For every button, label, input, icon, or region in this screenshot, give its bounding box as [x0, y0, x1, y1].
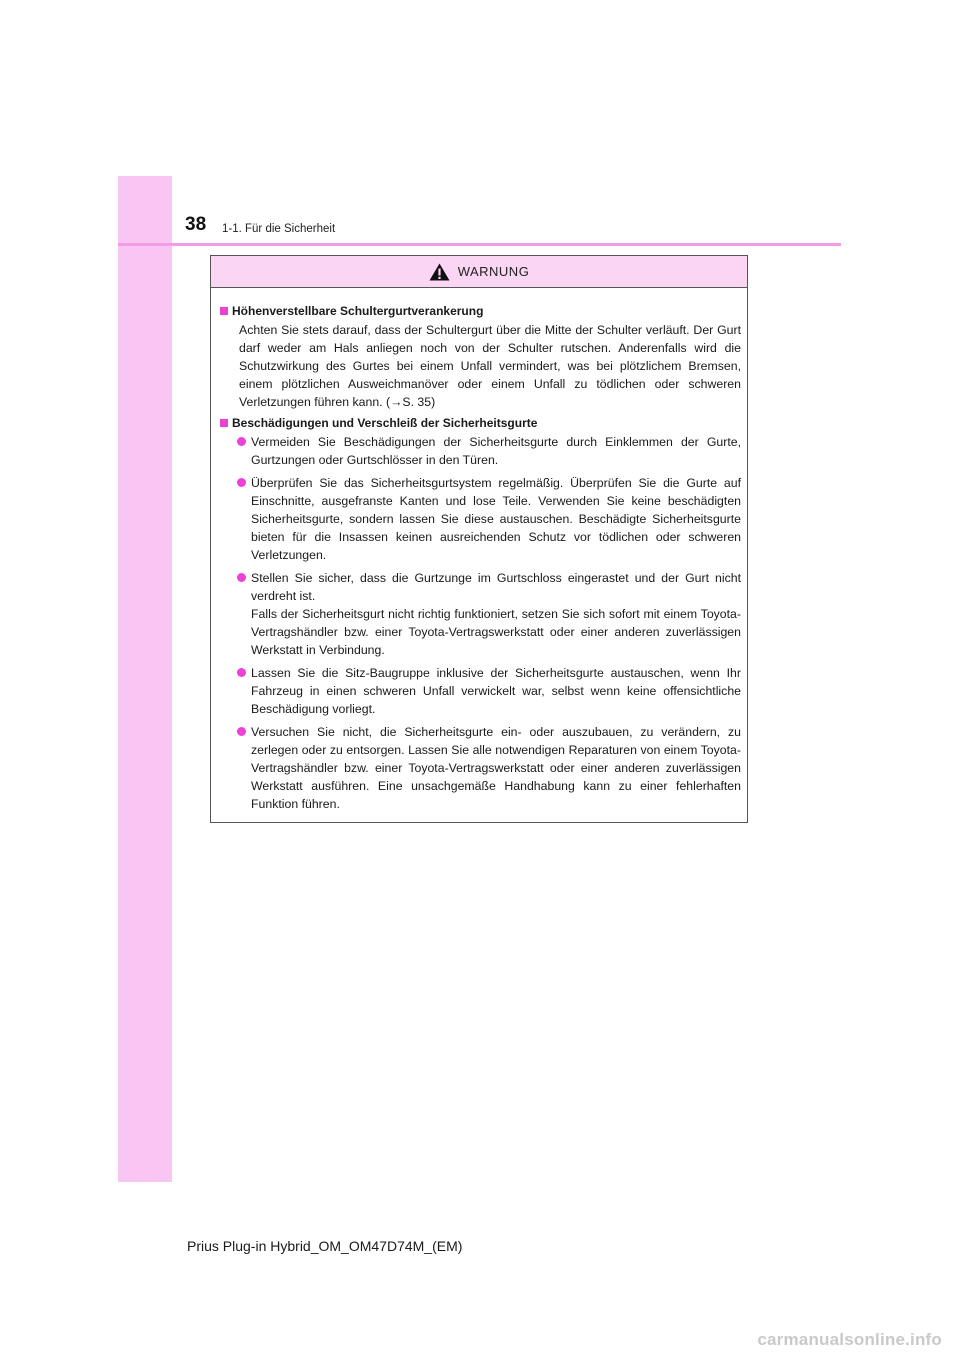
section-heading-text: Beschädigungen und Verschleiß der Sicherheitsgurte [232, 416, 538, 430]
section-paragraph: Achten Sie stets darauf, dass der Schultergurt über die Mitte der Schulter verläuft. Der Gurt darf weder am Hals anliegen noch von der Schulter rutschen. Anderenfalls wird die Schutzwirkung des Gurtes bei einem Unfall vermindert, was bei plötzlichem Bremsen, einem plötzlichen Ausweichmanöver oder einem Unfall zu tödlichen oder schweren Verletzungen führen kann. (→S. 35) [239, 323, 741, 409]
round-bullet-icon [237, 573, 246, 582]
round-bullet-icon [237, 478, 246, 487]
warning-body [211, 288, 747, 813]
list-item [220, 474, 741, 564]
section-heading [220, 302, 741, 320]
bullet-list [220, 433, 741, 813]
list-item [220, 433, 741, 469]
warning-triangle-icon [429, 263, 450, 281]
list-item [220, 569, 741, 659]
warning-header [211, 256, 747, 288]
header-rule [118, 243, 841, 246]
round-bullet-icon [237, 668, 246, 677]
list-item-text: Überprüfen Sie das Sicherheitsgurtsystem regelmäßig. Überprüfen Sie die Gurte auf Einschnitte, ausgefranste Kanten und lose Teile. Verwenden Sie keine beschädigten Sicherheitsgurte, sondern lassen Sie diese austauschen. Beschädigte Sicherheitsgurte bieten für die Insassen keinen ausreichenden Schutz vor tödlichen oder schweren Verletzungen. [251, 476, 741, 562]
warning-box [210, 255, 748, 823]
watermark: carmanualsonline.info [757, 1330, 942, 1349]
page-number: 38 [185, 214, 207, 235]
list-item [220, 723, 741, 813]
round-bullet-icon [237, 727, 246, 736]
section-heading [220, 414, 741, 432]
list-item-text: Versuchen Sie nicht, die Sicherheitsgurte ein- oder auszubauen, zu verändern, zu zerlegen oder zu entsorgen. Lassen Sie alle notwendigen Reparaturen von einem Toyota-Vertragshändler bzw. einer Toyota-Vertragswerkstatt oder einer anderen zuverlässigen Werkstatt ausführen. Eine unsachgemäße Handhabung kann zu einer fehlerhaften Funktion führen. [251, 725, 741, 811]
list-item [220, 664, 741, 718]
warning-title: WARNUNG [457, 264, 530, 279]
footer-document-id: Prius Plug-in Hybrid_OM_OM47D74M_(EM) [187, 1238, 463, 1254]
square-bullet-icon [220, 419, 228, 427]
list-item-text: Vermeiden Sie Beschädigungen der Sicherheitsgurte durch Einklemmen der Gurte, Gurtzungen oder Gurtschlösser in den Türen. [251, 435, 741, 467]
square-bullet-icon [220, 307, 228, 315]
side-color-band [118, 176, 172, 1182]
list-item-text: Stellen Sie sicher, dass die Gurtzunge im Gurtschloss eingerastet und der Gurt nicht verdreht ist. Falls der Sicherheitsgurt nicht richtig funktioniert, setzen Sie sich sofort mit einem Toyota-Vertragshändler bzw. einer Toyota-Vertragswerkstatt oder einer anderen zuverlässigen Werkstatt in Verbindung. [251, 571, 741, 657]
round-bullet-icon [237, 437, 246, 446]
section-title: 1-1. Für die Sicherheit [222, 223, 336, 235]
section-heading-text: Höhenverstellbare Schultergurtverankerung [232, 304, 484, 318]
list-item-text: Lassen Sie die Sitz-Baugruppe inklusive der Sicherheitsgurte austauschen, wenn Ihr Fahrzeug in einen schweren Unfall verwickelt war, selbst wenn keine offensichtliche Beschädigung vorliegt. [251, 666, 741, 716]
